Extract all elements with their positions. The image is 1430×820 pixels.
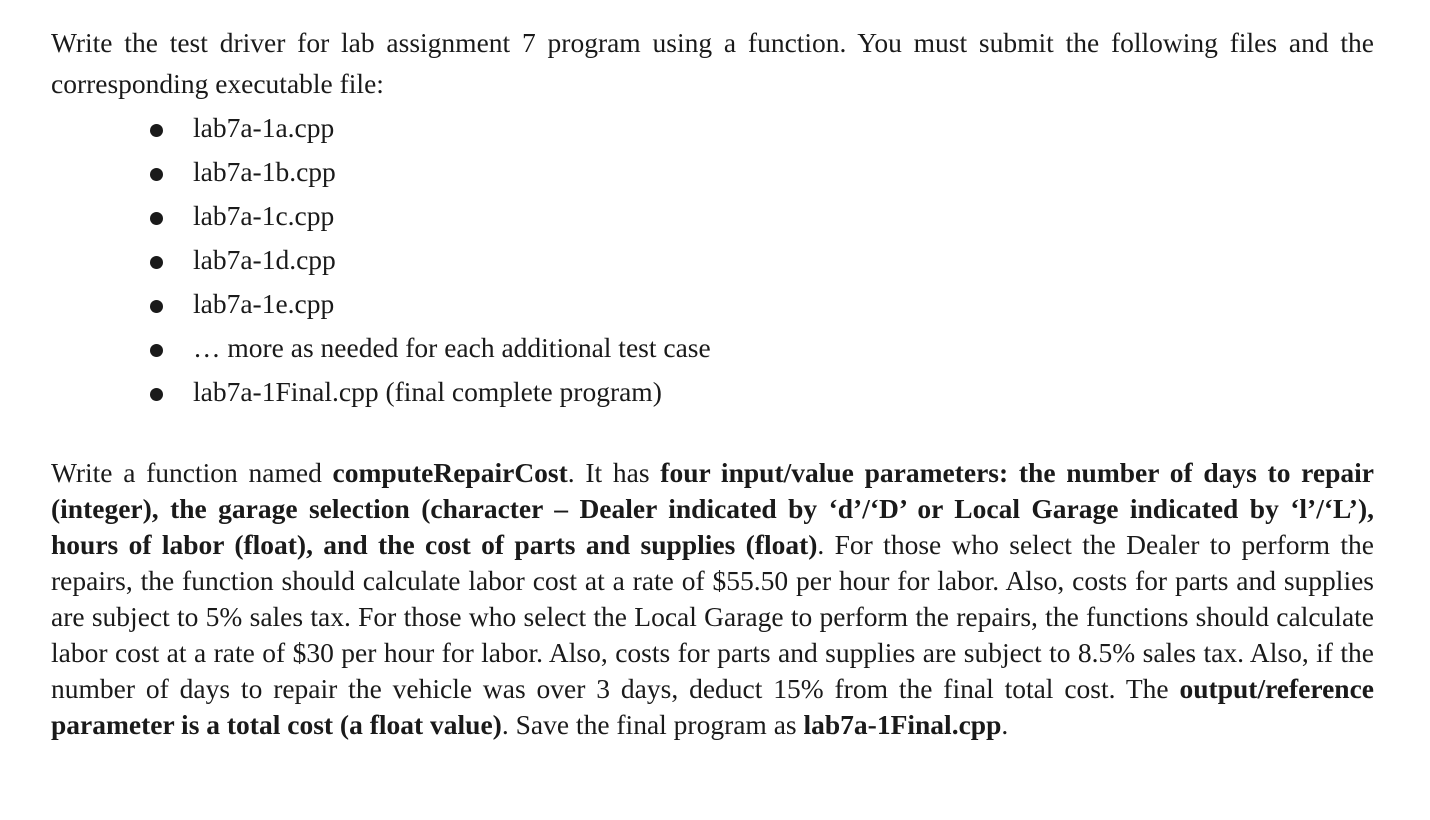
output-parameter-description: output/reference parameter is a total cost (a float value) [51, 673, 1374, 740]
function-name: computeRepairCost [332, 457, 568, 488]
bullet-icon [150, 168, 163, 181]
bullet-icon [150, 344, 163, 357]
parameter-description: four input/value parameters: the number of days to repair (integer), the garage selection (character – Dealer indicated by ‘d’/‘D’ or Local Garage indicated by ‘l’/‘L’), hours of labor (float), and the cost of parts and supplies (float) [51, 457, 1374, 560]
file-list [150, 109, 711, 417]
text-run: . Save the final program as [501, 709, 804, 740]
bullet-icon [150, 256, 163, 269]
function-description-paragraph [51, 455, 1374, 743]
text-run: . For those who select the Dealer to perform the repairs, the function should calculate labor cost at a rate of $55.50 per hour for labor. Also, costs for parts and supplies are subject to 5% sales tax. For those who select the Local Garage to perform the repairs, the functions should calculate labor cost at a rate of $30 per hour for labor. Also, costs for parts and supplies are subject to 8.5% sales tax. Also, if the number of days to repair the vehicle was over 3 days, deduct 15% from the final total cost. The [51, 529, 1375, 704]
list-item [150, 373, 711, 417]
final-filename: lab7a-1Final.cpp [803, 709, 1002, 740]
file-name: lab7a-1e.cpp [193, 288, 335, 319]
file-name: lab7a-1b.cpp [193, 156, 336, 187]
intro-paragraph: Write the test driver for lab assignment 7 program using a function. You must submit the following files and the corresponding executable file: [51, 27, 1374, 99]
list-item [150, 153, 711, 197]
bullet-icon [150, 124, 163, 137]
bullet-icon [150, 300, 163, 313]
text-run: . [1001, 709, 1009, 740]
text-run: . It has [567, 457, 661, 488]
file-name: lab7a-1c.cpp [193, 200, 335, 231]
file-name: lab7a-1d.cpp [193, 244, 336, 275]
list-item [150, 329, 711, 373]
bullet-icon [150, 388, 163, 401]
list-item [150, 241, 711, 285]
list-item [150, 109, 711, 153]
file-name: lab7a-1a.cpp [193, 112, 335, 143]
text-run: Write a function named [51, 457, 333, 488]
file-name: … more as needed for each additional test case [193, 332, 711, 363]
file-name: lab7a-1Final.cpp (final complete program) [193, 376, 662, 407]
document-page [51, 22, 1375, 740]
list-item [150, 197, 711, 241]
bullet-icon [150, 212, 163, 225]
list-item [150, 285, 711, 329]
